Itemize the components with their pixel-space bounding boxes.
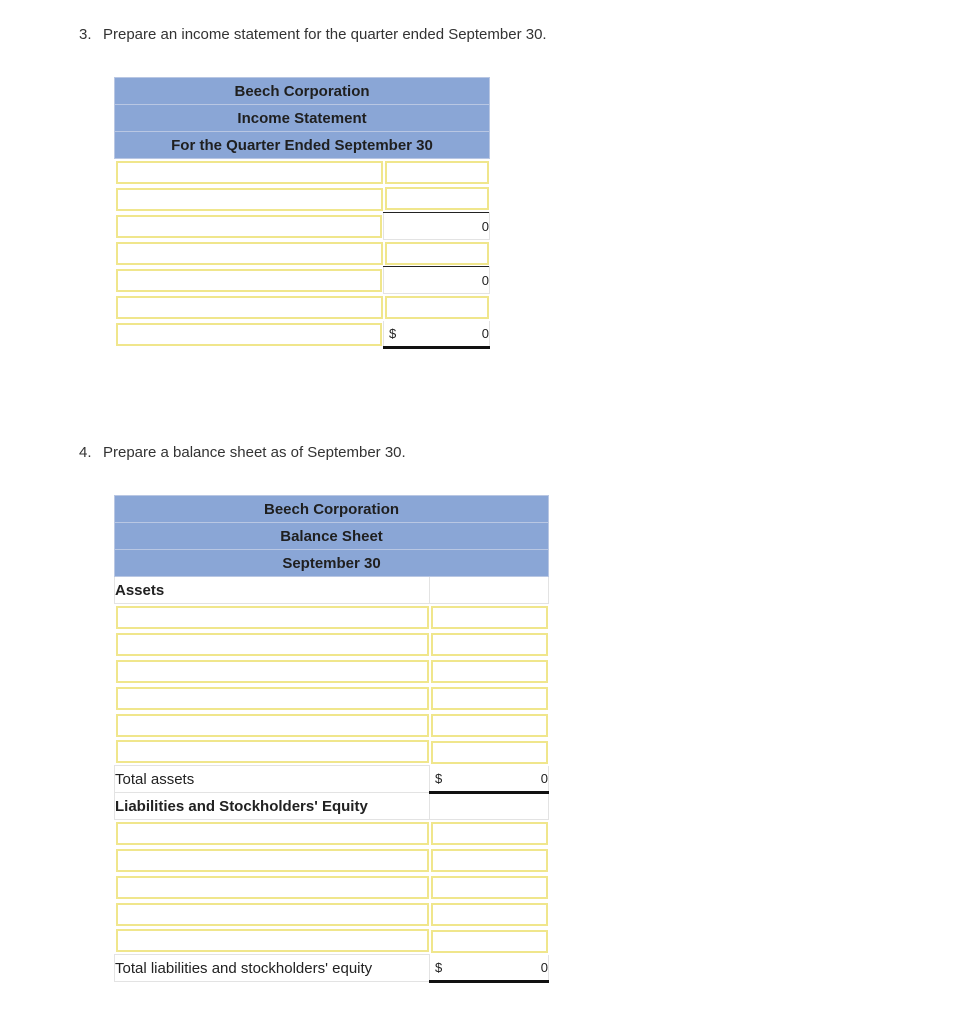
income-currency-sign: $ — [389, 325, 397, 341]
total-assets-label: Total assets — [115, 766, 430, 793]
balance-date: September 30 — [115, 550, 549, 577]
liability-amount-input-5[interactable] — [431, 930, 548, 953]
asset-amount-input-5[interactable] — [431, 714, 548, 737]
asset-amount-input-3[interactable] — [431, 660, 548, 683]
total-liabilities-currency-sign: $ — [435, 959, 443, 975]
liability-amount-input-1[interactable] — [431, 822, 548, 845]
liability-label-input-1[interactable] — [116, 822, 429, 845]
income-label-input-3[interactable] — [116, 215, 383, 238]
liabilities-heading-value — [430, 793, 549, 820]
asset-amount-input-1[interactable] — [431, 606, 548, 629]
balance-company-name: Beech Corporation — [115, 496, 549, 523]
income-subtotal-2: 0 — [384, 267, 490, 294]
asset-label-input-4[interactable] — [116, 687, 429, 710]
income-label-input-4[interactable] — [116, 242, 383, 265]
asset-label-input-1[interactable] — [116, 606, 429, 629]
income-net-total-value: 0 — [481, 325, 490, 341]
question-3-text: Prepare an income statement for the quarter ended September 30. — [103, 26, 547, 43]
question-4-number: 4. — [79, 444, 92, 461]
income-label-input-6[interactable] — [116, 296, 383, 319]
total-assets-value: 0 — [540, 770, 549, 786]
total-assets — [430, 766, 549, 793]
liability-amount-input-3[interactable] — [431, 876, 548, 899]
liability-label-input-2[interactable] — [116, 849, 429, 872]
balance-statement-title: Balance Sheet — [115, 523, 549, 550]
asset-label-input-2[interactable] — [116, 633, 429, 656]
question-4 — [79, 444, 406, 461]
liability-label-input-5[interactable] — [116, 929, 429, 952]
liabilities-equity-heading: Liabilities and Stockholders' Equity — [115, 793, 430, 820]
asset-amount-input-2[interactable] — [431, 633, 548, 656]
income-amount-input-2[interactable] — [385, 187, 489, 210]
liability-amount-input-2[interactable] — [431, 849, 548, 872]
income-label-input-2[interactable] — [116, 188, 383, 211]
total-liabilities — [430, 955, 549, 982]
asset-label-input-3[interactable] — [116, 660, 429, 683]
total-liabilities-label: Total liabilities and stockholders' equity — [115, 955, 430, 982]
question-3-number: 3. — [79, 26, 92, 43]
liability-amount-input-4[interactable] — [431, 903, 548, 926]
question-3 — [79, 26, 547, 43]
income-label-input-5[interactable] — [116, 269, 383, 292]
total-assets-currency-sign: $ — [435, 770, 443, 786]
assets-heading-value — [430, 577, 549, 604]
income-label-input-7[interactable] — [116, 323, 383, 346]
total-liabilities-value: 0 — [540, 959, 549, 975]
asset-label-input-6[interactable] — [116, 740, 429, 763]
income-subtotal-1: 0 — [384, 213, 490, 240]
income-statement-table — [114, 77, 490, 349]
income-net-total — [384, 321, 490, 348]
income-amount-input-4[interactable] — [385, 242, 489, 265]
liability-label-input-4[interactable] — [116, 903, 429, 926]
liability-label-input-3[interactable] — [116, 876, 429, 899]
balance-sheet-table — [114, 495, 549, 983]
income-label-input-1[interactable] — [116, 161, 383, 184]
income-amount-input-6[interactable] — [385, 296, 489, 319]
income-company-name: Beech Corporation — [115, 78, 490, 105]
asset-label-input-5[interactable] — [116, 714, 429, 737]
assets-heading: Assets — [115, 577, 430, 604]
income-period: For the Quarter Ended September 30 — [115, 132, 490, 159]
income-amount-input-1[interactable] — [385, 161, 489, 184]
income-statement-title: Income Statement — [115, 105, 490, 132]
asset-amount-input-4[interactable] — [431, 687, 548, 710]
asset-amount-input-6[interactable] — [431, 741, 548, 764]
question-4-text: Prepare a balance sheet as of September 30. — [103, 444, 406, 461]
